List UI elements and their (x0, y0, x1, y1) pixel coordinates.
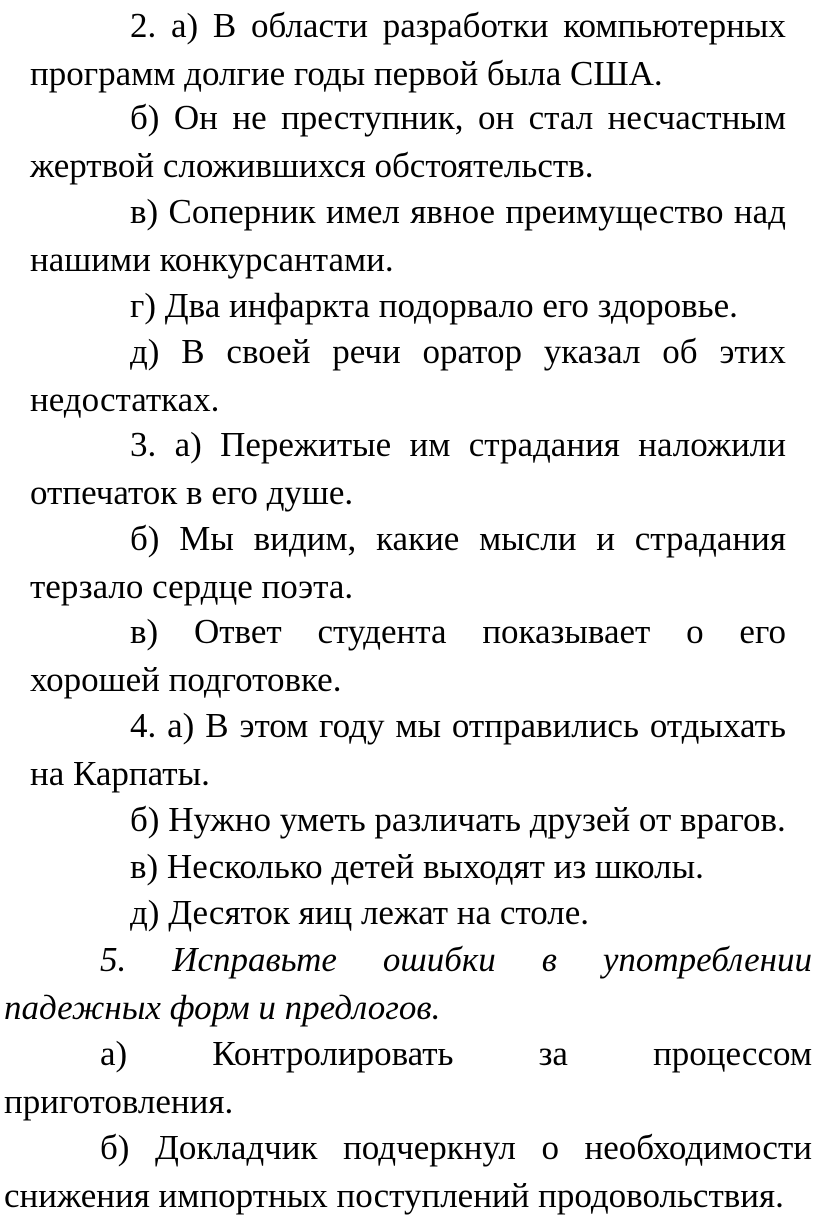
exercise-3b-line2: терзало сердце поэта. (30, 567, 354, 606)
exercise-4a (30, 702, 786, 798)
word: году (319, 706, 385, 745)
task-5-heading-line1 (4, 936, 812, 984)
exercise-2c (30, 188, 786, 284)
word: в) (130, 192, 159, 231)
task-5a-line1 (4, 1030, 812, 1078)
word: области (251, 6, 369, 45)
word: 5. (100, 940, 127, 979)
word: он (477, 98, 515, 137)
exercise-3b-line1 (30, 515, 786, 563)
word: несчастным (607, 98, 786, 137)
word: ошибки (382, 940, 496, 979)
word: Он (173, 98, 218, 137)
task-5a-line2: приготовления. (4, 1082, 234, 1121)
word: явное (410, 192, 496, 231)
exercise-2b (30, 94, 786, 190)
word: наложили (638, 425, 786, 464)
word: компьютерных (563, 6, 786, 45)
word: б) (130, 98, 160, 137)
exercise-2c-line1 (30, 188, 786, 236)
word: Контролировать (212, 1034, 454, 1073)
word: мы (395, 706, 441, 745)
word: 4. (130, 706, 157, 745)
word: в) (130, 612, 159, 651)
exercise-4b (130, 796, 786, 844)
exercise-4b-line1: б) Нужно уметь различать друзей от врагов. (130, 800, 786, 839)
word: своей (226, 332, 311, 371)
word: его (739, 612, 786, 651)
exercise-4c (130, 843, 786, 891)
word: не (232, 98, 267, 137)
word: 3. (130, 425, 157, 464)
word: 2. (130, 6, 157, 45)
word: страдания (634, 519, 786, 558)
word: о (541, 1128, 559, 1167)
exercise-2a-line1 (30, 2, 786, 50)
word: В (205, 706, 229, 745)
task-5-heading-line2: падежных форм и предлогов. (4, 988, 441, 1027)
word: за (538, 1034, 568, 1073)
exercise-2d (130, 282, 786, 330)
word: Мы (179, 519, 234, 558)
word: Исправьте (172, 940, 337, 979)
exercise-2e-line1 (30, 328, 786, 376)
exercise-2b-line2: жертвой сложившихся обстоятельств. (30, 146, 594, 185)
word: преимущество (505, 192, 724, 231)
word: процессом (653, 1034, 812, 1073)
word: б) (100, 1128, 130, 1167)
word: и (596, 519, 615, 558)
task-5-heading (4, 936, 812, 1032)
word: д) (130, 332, 160, 371)
word: страдания (468, 425, 620, 464)
word: разработки (382, 6, 549, 45)
word: стал (528, 98, 594, 137)
exercise-2b-line1 (30, 94, 786, 142)
exercise-3a-line1 (30, 421, 786, 469)
exercise-3c-line2: хорошей подготовке. (30, 660, 342, 699)
word: этом (239, 706, 309, 745)
exercise-2c-line2: нашими конкурсантами. (30, 240, 394, 279)
word: студента (317, 612, 447, 651)
word: необходимости (584, 1128, 812, 1167)
word: а) (100, 1034, 128, 1073)
exercise-4d-line1: д) Десяток яиц лежат на столе. (130, 893, 589, 932)
task-5b (4, 1124, 812, 1220)
exercise-2a-line2: программ долгие годы первой была США. (30, 54, 663, 93)
word: в (541, 940, 557, 979)
exercise-3b (30, 515, 786, 611)
word: видим, (253, 519, 357, 558)
task-5a (4, 1030, 812, 1126)
exercise-2e-line2: недостатках. (30, 380, 220, 419)
word: указал (543, 332, 641, 371)
word: отправились (451, 706, 639, 745)
word: подчеркнул (343, 1128, 516, 1167)
word: а) (167, 706, 195, 745)
exercise-3a (30, 421, 786, 517)
word: преступник, (281, 98, 464, 137)
exercise-3a-line2: отпечаток в его душе. (30, 473, 354, 512)
word: им (409, 425, 451, 464)
word: Ответ (193, 612, 282, 651)
task-5b-line1 (4, 1124, 812, 1172)
exercise-2d-line1: г) Два инфаркта подорвало его здоровье. (130, 286, 738, 325)
word: показывает (482, 612, 651, 651)
exercise-4a-line2: на Карпаты. (30, 754, 210, 793)
word: мысли (479, 519, 577, 558)
word: В (212, 6, 237, 45)
word: Пережитые (220, 425, 392, 464)
word: В (181, 332, 205, 371)
word: Докладчик (155, 1128, 318, 1167)
exercise-3c-line1 (30, 608, 786, 656)
word: имел (325, 192, 400, 231)
word: употреблении (602, 940, 812, 979)
word: Соперник (168, 192, 316, 231)
exercise-4c-line1: в) Несколько детей выходят из школы. (130, 847, 704, 886)
exercise-4d (130, 889, 786, 937)
exercise-3c (30, 608, 786, 704)
word: отдыхать (649, 706, 786, 745)
word: а) (174, 425, 202, 464)
exercise-2a (30, 2, 786, 98)
word: о (686, 612, 704, 651)
word: оратор (422, 332, 522, 371)
word: б) (130, 519, 160, 558)
word: над (733, 192, 786, 231)
word: об (662, 332, 698, 371)
exercise-2e (30, 328, 786, 424)
exercise-4a-line1 (30, 702, 786, 750)
word: а) (170, 6, 199, 45)
task-5b-line2: снижения импортных поступлений продовольствия. (4, 1176, 784, 1215)
word: речи (332, 332, 401, 371)
word: этих (719, 332, 786, 371)
word: какие (376, 519, 460, 558)
